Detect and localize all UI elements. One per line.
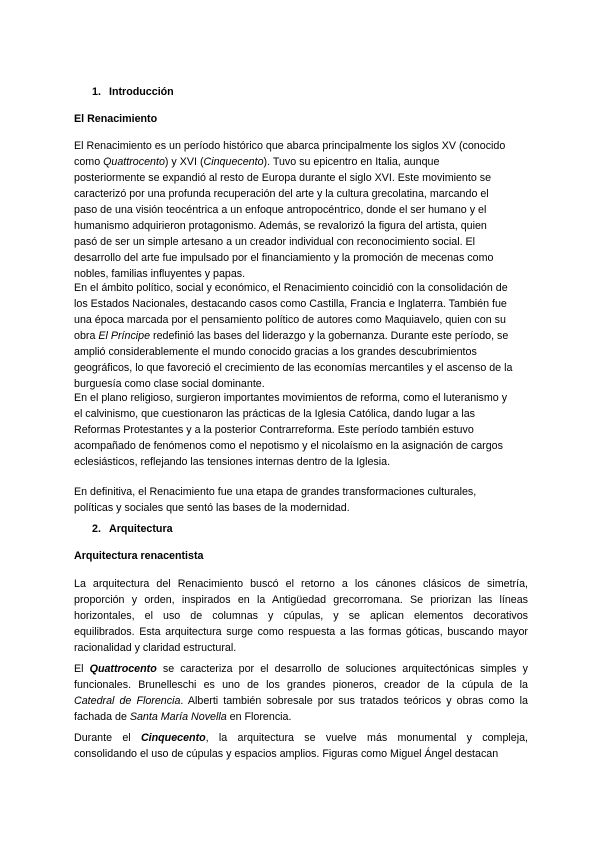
text-line: proporción y orden, inspirados en la Antigüedad grecorromana. Se priorizan las líneas xyxy=(74,594,528,606)
text-line: El Renacimiento es un período histórico que abarca principalmente los siglos XV (conocido xyxy=(74,140,506,152)
text-line: En el plano religioso, surgieron importantes movimientos de reforma, como el luteranismo y xyxy=(74,392,508,404)
text-line: Reformas Protestantes y a la posterior Contrarreforma. Este período también estuvo xyxy=(74,424,474,436)
subheading-el-renacimiento: El Renacimiento xyxy=(74,113,158,125)
paragraph xyxy=(74,661,528,725)
text-line: una época marcada por el pensamiento político de autores como Maquiavelo, quien con su xyxy=(74,314,506,326)
italic-text: Cinquecento xyxy=(203,156,264,168)
section-title: Arquitectura xyxy=(109,523,173,535)
subheading-arquitectura-renacentista: Arquitectura renacentista xyxy=(74,550,204,562)
text-line: geográficos, lo que favoreció el crecimiento de las economías mercantiles y el ascenso de la xyxy=(74,362,513,374)
section-heading-arquitectura xyxy=(92,521,173,537)
text-line: Durante el Cinquecento, la arquitectura se vuelve más monumental y compleja, xyxy=(74,732,529,744)
text-line: obra El Príncipe redefinió las bases del liderazgo y la gobernanza. Durante este período, se xyxy=(74,330,509,342)
paragraph xyxy=(74,484,528,516)
text-line: los Estados Nacionales, destacando casos como Castilla, Francia e Inglaterra. También fue xyxy=(74,298,507,310)
text-line: horizontales, el uso de columnas y cúpulas, y se aplican elementos decorativos xyxy=(74,610,528,622)
bold-italic-text: Cinquecento xyxy=(140,732,206,744)
italic-text: El Príncipe xyxy=(98,330,151,342)
section-number: 1. xyxy=(92,86,101,98)
text-line: En el ámbito político, social y económico, el Renacimiento coincidió con la consolidación de xyxy=(74,282,508,294)
text-line: el calvinismo, que cuestionaron las prácticas de la Iglesia Católica, dando lugar a las xyxy=(74,408,476,420)
text-line: amplió considerablemente el mundo conocido gracias a los grandes descubrimientos xyxy=(74,346,477,358)
paragraph xyxy=(74,576,528,656)
paragraph xyxy=(74,390,528,470)
text-line: acompañado de fenómenos como el nepotismo y el nicolaísmo en la asignación de cargos xyxy=(74,440,503,452)
text-line: humanismo adquirieron protagonismo. Además, se revalorizó la figura del artista, quien xyxy=(74,220,487,232)
text-line: posteriormente se expandió al resto de Europa durante el siglo XVI. Este movimiento se xyxy=(74,172,492,184)
text-line: nobles, familias influyentes y papas. xyxy=(74,268,246,280)
text-line: fachada de Santa María Novella en Florencia. xyxy=(74,711,292,723)
text-line: como Quattrocento) y XVI (Cinquecento). Tuvo su epicentro en Italia, aunque xyxy=(74,156,440,168)
text-line: paso de una visión teocéntrica a un enfoque antropocéntrico, donde el ser humano y el xyxy=(74,204,487,216)
text-line: eclesiásticos, reflejando las tensiones internas dentro de la Iglesia. xyxy=(74,456,391,468)
italic-text: Catedral de Florencia xyxy=(74,695,181,707)
text-line: equilibrados. Esta arquitectura surge como respuesta a las formas góticas, buscando mayor xyxy=(74,626,528,638)
section-title: Introducción xyxy=(109,86,174,98)
paragraph xyxy=(74,730,528,762)
section-heading-introduccion xyxy=(92,84,174,100)
text-line: Catedral de Florencia. Alberti también sobresale por sus tratados teóricos y obras como la xyxy=(74,695,528,707)
text-line: funcionales. Brunelleschi es uno de los grandes pioneros, creador de la cúpula de la xyxy=(74,679,528,691)
paragraph xyxy=(74,138,528,282)
text-line: desarrollo del arte fue impulsado por el financiamiento y la promoción de mecenas como xyxy=(74,252,494,264)
italic-text: Quattrocento xyxy=(103,156,165,168)
paragraph xyxy=(74,280,528,392)
bold-italic-text: Quattrocento xyxy=(89,663,157,675)
text-line: burguesía como clase social dominante. xyxy=(74,378,265,390)
italic-text: Santa María Novella xyxy=(129,711,227,723)
text-line: caracterizó por una profunda recuperación del arte y la cultura grecolatina, marcando el xyxy=(74,188,489,200)
text-line: políticas y sociales que sentó las bases de la modernidad. xyxy=(74,502,350,514)
text-line: El Quattrocento se caracteriza por el desarrollo de soluciones arquitectónicas simples y xyxy=(74,663,528,675)
text-line: racionalidad y claridad estructural. xyxy=(74,642,237,654)
text-line: consolidando el uso de cúpulas y espacios amplios. Figuras como Miguel Ángel destacan xyxy=(74,748,499,760)
section-number: 2. xyxy=(92,523,101,535)
text-line: pasó de ser un simple artesano a un creador individual con reconocimiento social. El xyxy=(74,236,476,248)
text-line: La arquitectura del Renacimiento buscó el retorno a los cánones clásicos de simetría, xyxy=(74,578,528,590)
text-line: En definitiva, el Renacimiento fue una etapa de grandes transformaciones culturales, xyxy=(74,486,477,498)
